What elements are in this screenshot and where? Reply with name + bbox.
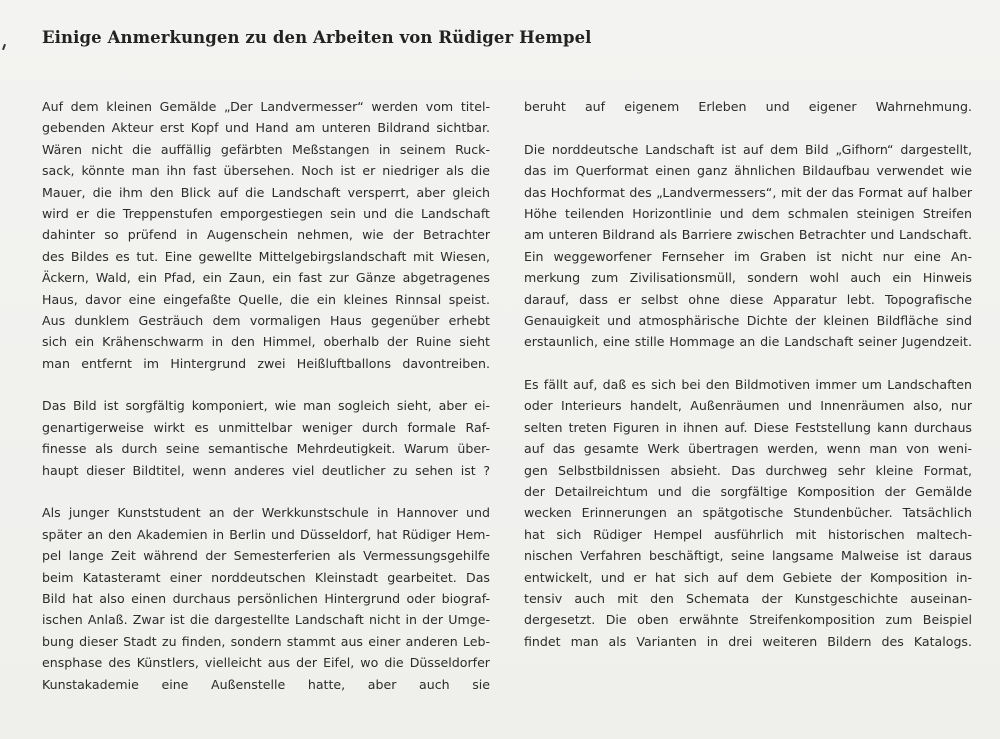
text-line: gen Selbstbildnissen absieht. Das durchweg sehr kleine Format, — [524, 462, 972, 478]
text-line: erstaunlich, eine stille Hommage an die Landschaft seiner Jugendzeit. — [524, 334, 972, 350]
text-line: Das Bild ist sorgfältig komponiert, wie man sogleich sieht, aber ei- — [42, 398, 490, 414]
text-line: dergesetzt. Die oben erwähnte Streifenkomposition zum Beispiel — [524, 612, 972, 628]
paragraph-gap — [42, 481, 490, 502]
margin-mark — [2, 44, 6, 50]
text-line: auf das gesamte Werk übertragen werden, wenn man von weni- — [524, 441, 972, 457]
text-line: entwickelt, und er hat sich auf dem Gebiete der Komposition in- — [524, 569, 972, 585]
text-line: nischen Verfahren beschäftigt, seine langsame Malweise ist daraus — [524, 548, 972, 564]
text-line: Genauigkeit und atmosphärische Dichte der kleinen Bildfläche sind — [524, 312, 972, 328]
text-line: Bild hat also einen durchaus persönlichen Hintergrund oder biograf- — [42, 590, 490, 606]
text-line: dahinter so prüfend in Augenschein nehmen, wie der Betrachter — [42, 227, 490, 243]
text-line: Haus, davor eine eingefaßte Quelle, die ein kleines Rinnsal speist. — [42, 291, 490, 307]
text-line: des Bildes es tut. Eine gewellte Mittelgebirgslandschaft mit Wiesen, — [42, 248, 490, 264]
text-line: hat sich Rüdiger Hempel ausführlich mit historischen maltech- — [524, 526, 972, 542]
text-line: haupt dieser Bildtitel, wenn anderes viel deutlicher zu sehen ist ? — [42, 462, 490, 478]
text-line: Auf dem kleinen Gemälde „Der Landvermesser“ werden vom titel- — [42, 99, 490, 114]
text-line: wird er die Treppenstufen emporgestiegen sein und die Landschaft — [42, 205, 490, 221]
text-line: sack, könnte man ihn fast übersehen. Noch ist er niedriger als die — [42, 163, 490, 179]
text-line: selten treten Figuren in ihnen auf. Diese Feststellung kann durchaus — [524, 419, 972, 435]
paragraph-gap — [524, 353, 972, 374]
text-line: sich ein Krähenschwarm in den Himmel, oberhalb der Ruine sieht — [42, 334, 490, 350]
text-line: beim Katasteramt einer norddeutschen Kleinstadt gearbeitet. Das — [42, 569, 490, 585]
text-line: Wären nicht die auffällig gefärbten Meßstangen in seinem Ruck- — [42, 141, 490, 157]
text-line: das Hochformat des „Landvermessers“, mit der das Format auf halber — [524, 184, 972, 200]
left-text-column — [42, 96, 490, 695]
page-title: Einige Anmerkungen zu den Arbeiten von Rüdiger Hempel — [42, 28, 592, 47]
text-line: am unteren Bildrand als Barriere zwischen Betrachter und Landschaft. — [524, 227, 972, 243]
text-line: finesse als durch seine semantische Mehrdeutigkeit. Warum über- — [42, 441, 490, 457]
text-line: Es fällt auf, daß es sich bei den Bildmotiven immer um Landschaften — [524, 377, 972, 393]
text-line: bung dieser Stadt zu finden, sondern stammt aus einer anderen Leb- — [42, 633, 490, 649]
text-line: genartigerweise wirkt es unmittelbar weniger durch formale Raf- — [42, 419, 490, 435]
text-line: der Detailreichtum und die sorgfältige Komposition der Gemälde — [524, 484, 972, 500]
text-line: Ein weggeworfener Fernseher im Graben ist nicht nur eine An- — [524, 248, 972, 264]
paragraph-gap — [524, 117, 972, 138]
text-line: findet man als Varianten in drei weiteren Bildern des Katalogs. — [524, 633, 972, 649]
text-line: später an den Akademien in Berlin und Düsseldorf, hat Rüdiger Hem- — [42, 526, 490, 542]
text-line: merkung zum Zivilisationsmüll, sondern wohl auch ein Hinweis — [524, 270, 972, 286]
text-line: Aus dunklem Gesträuch dem vormaligen Haus gegenüber erhebt — [42, 312, 490, 328]
text-line: ensphase des Künstlers, vielleicht aus der Eifel, wo die Düsseldorfer — [42, 655, 490, 671]
text-line: das im Querformat einen ganz ähnlichen Bildaufbau verwendet wie — [524, 163, 972, 179]
text-line: Die norddeutsche Landschaft ist auf dem Bild „Gifhorn“ dargestellt, — [524, 141, 972, 157]
text-line: Als junger Kunststudent an der Werkkunstschule in Hannover und — [42, 505, 490, 521]
text-line: Mauer, die ihm den Blick auf die Landschaft versperrt, aber gleich — [42, 184, 490, 200]
text-line: tensiv auch mit den Schemata der Kunstgeschichte auseinan- — [524, 590, 972, 606]
text-line: oder Interieurs handelt, Außenräumen und Innenräumen also, nur — [524, 398, 972, 414]
text-line: Kunstakademie eine Außenstelle hatte, aber auch sie — [42, 676, 490, 692]
text-line: Höhe teilenden Horizontlinie und dem schmalen steinigen Streifen — [524, 205, 972, 221]
right-text-column — [524, 96, 972, 652]
text-line: man entfernt im Hintergrund zwei Heißluftballons davontreiben. — [42, 355, 490, 371]
text-line: Äckern, Wald, ein Pfad, ein Zaun, ein fast zur Gänze abgetragenes — [42, 270, 490, 286]
paragraph-gap — [42, 374, 490, 395]
text-line: beruht auf eigenem Erleben und eigener Wahrnehmung. — [524, 99, 972, 114]
text-line: darauf, dass er selbst ohne diese Apparatur lebt. Topografische — [524, 291, 972, 307]
text-line: wecken Erinnerungen an spätgotische Stundenbücher. Tatsächlich — [524, 505, 972, 521]
text-line: ischen Anlaß. Zwar ist die dargestellte Landschaft nicht in der Umge- — [42, 612, 490, 628]
text-line: gebenden Akteur erst Kopf und Hand am unteren Bildrand sichtbar. — [42, 120, 490, 136]
text-line: pel lange Zeit während der Semesterferien als Vermessungsgehilfe — [42, 548, 490, 564]
